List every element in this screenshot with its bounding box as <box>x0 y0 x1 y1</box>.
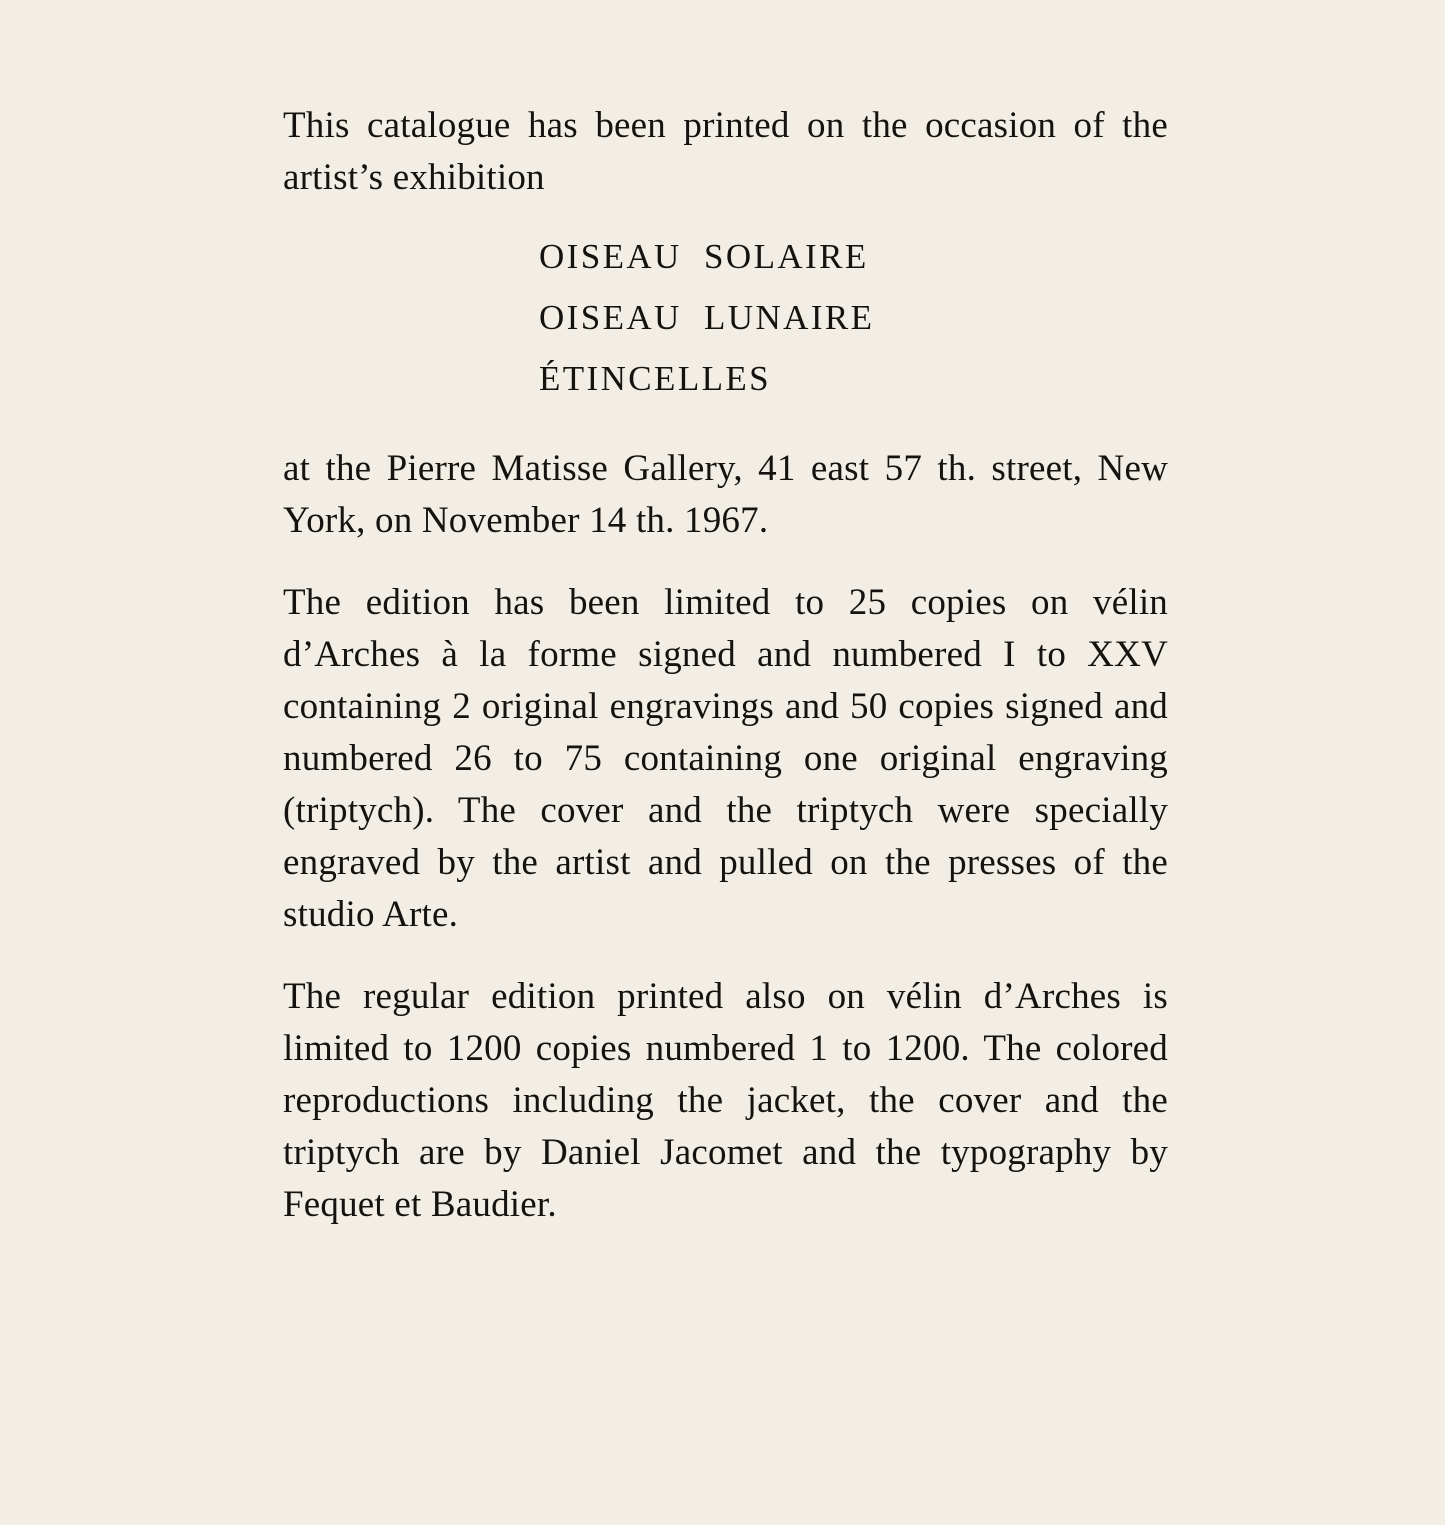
work-titles-group <box>283 226 1168 409</box>
page-bottom-margin <box>0 0 1445 1</box>
limited-edition-paragraph: The edition has been limited to 25 copies on vélin d’Arches à la forme signed and numbered I to XXV containing 2 original engravings and 50 copies signed and numbered 26 to 75 containing one original engraving (triptych). The cover and the triptych were specially engraved by the artist and pulled on the presses of the studio Arte. <box>283 582 1168 935</box>
work-title-2: OISEAU LUNAIRE <box>539 298 875 337</box>
regular-edition-paragraph: The regular edition printed also on vélin d’Arches is limited to 1200 copies numbered 1 to 1200. The colored reproductions including the jacket, the cover and the triptych are by Daniel Jacomet and the typography by Fequet et Baudier. <box>283 976 1168 1225</box>
colophon-text-block <box>283 100 1168 1261</box>
venue-paragraph: at the Pierre Matisse Gallery, 41 east 57 th. street, New York, on November 14 th. 1967. <box>283 448 1168 541</box>
work-title-1: OISEAU SOLAIRE <box>539 237 869 276</box>
intro-paragraph: This catalogue has been printed on the occasion of the artist’s exhibition <box>283 105 1168 198</box>
work-title-3: ÉTINCELLES <box>539 359 772 398</box>
